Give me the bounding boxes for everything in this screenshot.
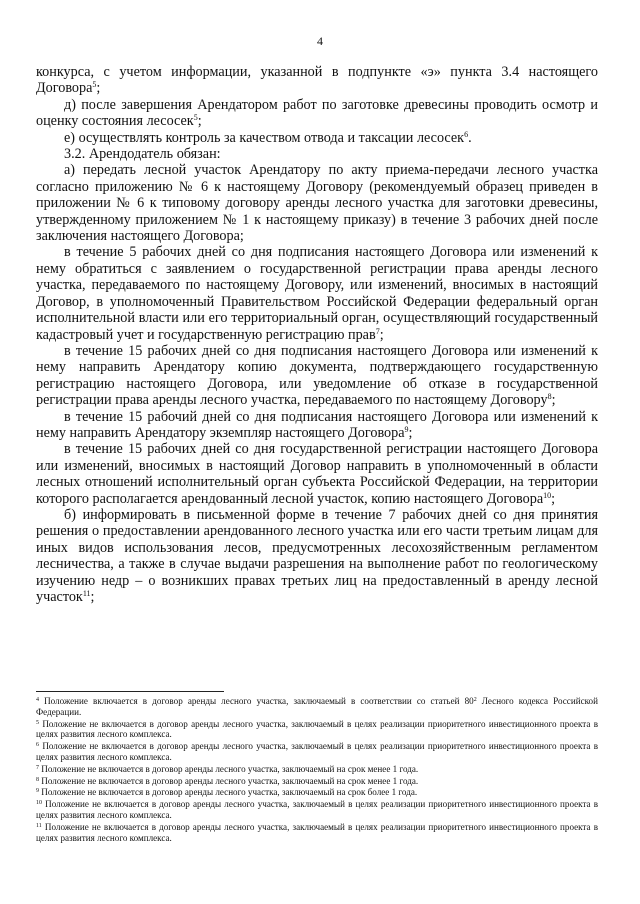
footnote — [36, 799, 598, 821]
footnote-number: 5 — [36, 719, 39, 726]
footnote-ref: 7 — [375, 326, 380, 336]
footnote-number: 11 — [36, 822, 42, 829]
paragraph-text: д) после завершения Арендатором работ по заготовке древесины проводить осмотр и оценку состояния лесосек — [36, 96, 598, 130]
footnotes — [36, 696, 598, 844]
footnote-ref: 8 — [547, 392, 552, 402]
paragraph-tail: ; — [408, 424, 413, 441]
paragraph-text: е) осуществлять контроль за качеством отвода и таксации лесосек — [64, 129, 465, 146]
footnote-ref: 6 — [464, 129, 469, 139]
paragraph-text: 3.2. Арендодатель обязан: — [64, 146, 221, 163]
footnote-number: 6 — [36, 742, 39, 749]
footnote-text: Положение не включается в договор аренды лесного участка, заключаемый на срок менее 1 года. — [41, 763, 419, 774]
paragraph-tail: . — [468, 129, 472, 146]
footnote-ref: 5 — [193, 113, 198, 123]
paragraph-tail: ; — [551, 490, 556, 507]
paragraph-text: в течение 15 рабочий дней со дня подписания настоящего Договора или изменений к нему направить Арендатору экземпляр настоящего Договора — [36, 408, 598, 441]
footnote-number: 4 — [36, 697, 39, 703]
footnote-article-sup: 2 — [473, 697, 477, 703]
paragraph-tail: ; — [96, 80, 101, 97]
paragraph — [36, 343, 598, 409]
paragraph — [36, 441, 598, 507]
footnote — [36, 696, 598, 718]
paragraph — [36, 409, 598, 442]
footnote — [36, 776, 598, 787]
paragraph-text: в течение 15 рабочих дней со дня подписания настоящего Договора или изменений к нему направить Арендатору копию документа, подтверждающего государственную регистрацию настоящего Договора, или уведомление об отказе в государственной регистрации права аренды лесного участка, передаваемого по настоящему Договору — [36, 342, 598, 409]
footnote-number: 9 — [36, 788, 39, 795]
paragraph-text: в течение 5 рабочих дней со дня подписания настоящего Договора или изменений к нему обратиться с заявлением о государственной регистрации права аренды лесного участка, передаваемого по настоящему Договору, или изменений, вносимых в настоящий Договор, в уполномоченный Правительством Российской Федерации федеральный орган исполнительной власти или его территориальный орган, осуществляющий государственный кадастровый учет и государственную регистрацию прав — [36, 244, 598, 343]
footnote — [36, 719, 598, 741]
footnote-ref: 9 — [404, 424, 409, 434]
footnote-number: 7 — [36, 764, 39, 771]
page-number: 4 — [317, 34, 323, 48]
paragraph — [36, 146, 598, 162]
footnote-text: Положение не включается в договор аренды лесного участка, заключаемый в целях реализации приоритетного инвестиционного проекта в целях развития лесного комплекса. — [36, 718, 598, 740]
footnote-text: Положение не включается в договор аренды лесного участка, заключаемый в целях реализации приоритетного инвестиционного проекта в целях развития лесного комплекса. — [36, 741, 598, 762]
footnote-text: Положение не включается в договор аренды лесного участка, заключаемый на срок менее 1 года. — [41, 775, 419, 786]
footnote-text: Положение не включается в договор аренды лесного участка, заключаемый в целях реализации приоритетного инвестиционного проекта в целях развития лесного комплекса. — [36, 799, 598, 820]
paragraph — [36, 130, 598, 146]
paragraph-text: а) передать лесной участок Арендатору по акту приема-передачи лесного участка согласно приложению № 6 к настоящему Договору (рекомендуемый образец приведен в приложении № 6 к типовому договору аренды лесного участка для заготовки древесины, утвержденному приложением № 1 к настоящему приказу) в течение 3 рабочих дней после заключения настоящего Договора; — [36, 162, 598, 245]
paragraph-text: в течение 15 рабочих дней со дня государственной регистрации настоящего Договора или изменений, вносимых в настоящий Договор направить в уполномоченный в области лесных отношений исполнительный орган субъекта Российской Федерации, на территории которого располагается арендованный лесной участок, копию настоящего Договора — [36, 441, 598, 507]
footnote-ref: 11 — [82, 589, 91, 598]
footnote — [36, 822, 598, 844]
paragraph-text: конкурса, с учетом информации, указанной в подпункте «э» пункта 3.4 настоящего Договора — [36, 64, 598, 97]
paragraph-tail: ; — [90, 589, 95, 605]
footnote — [36, 787, 598, 798]
paragraph — [36, 64, 598, 97]
footnote-separator — [36, 691, 224, 692]
paragraph-tail: ; — [379, 326, 384, 343]
footnote-text: Положение включается в договор аренды лесного участка, заключаемый в соответствии со статьей 80 — [44, 696, 474, 706]
footnote-number: 10 — [36, 800, 42, 807]
paragraph — [36, 507, 598, 605]
paragraph — [36, 244, 598, 342]
paragraph — [36, 97, 598, 130]
footnote-text: Положение не включается в договор аренды лесного участка, заключаемый на срок более 1 года. — [41, 787, 418, 798]
footnote-text: Положение не включается в договор аренды лесного участка, заключаемый в целях реализации приоритетного инвестиционного проекта в целях развития лесного комплекса. — [36, 821, 598, 843]
footnote — [36, 741, 598, 763]
paragraph-text: б) информировать в письменной форме в течение 7 рабочих дней со дня принятия решения о предоставлении арендованного лесного участка или его части третьим лицам для иных видов использования лесов, предусмотренных лесохозяйственным регламентом лесничества, а также в случае выдачи разрешения на выполнение работ по геологическому изучению недр – о возникших правах третьих лиц на предоставленный в аренду лесной участок — [36, 506, 598, 605]
footnote-ref: 5 — [92, 80, 97, 90]
footnote-number: 8 — [36, 776, 39, 783]
footnote-tail: Лесного кодекса Российской Федерации. — [36, 696, 598, 717]
paragraph-tail: ; — [197, 113, 202, 130]
document-body — [36, 64, 598, 605]
footnote-ref: 10 — [543, 490, 552, 500]
paragraph — [36, 162, 598, 244]
footnote — [36, 764, 598, 775]
paragraph-tail: ; — [551, 392, 556, 409]
